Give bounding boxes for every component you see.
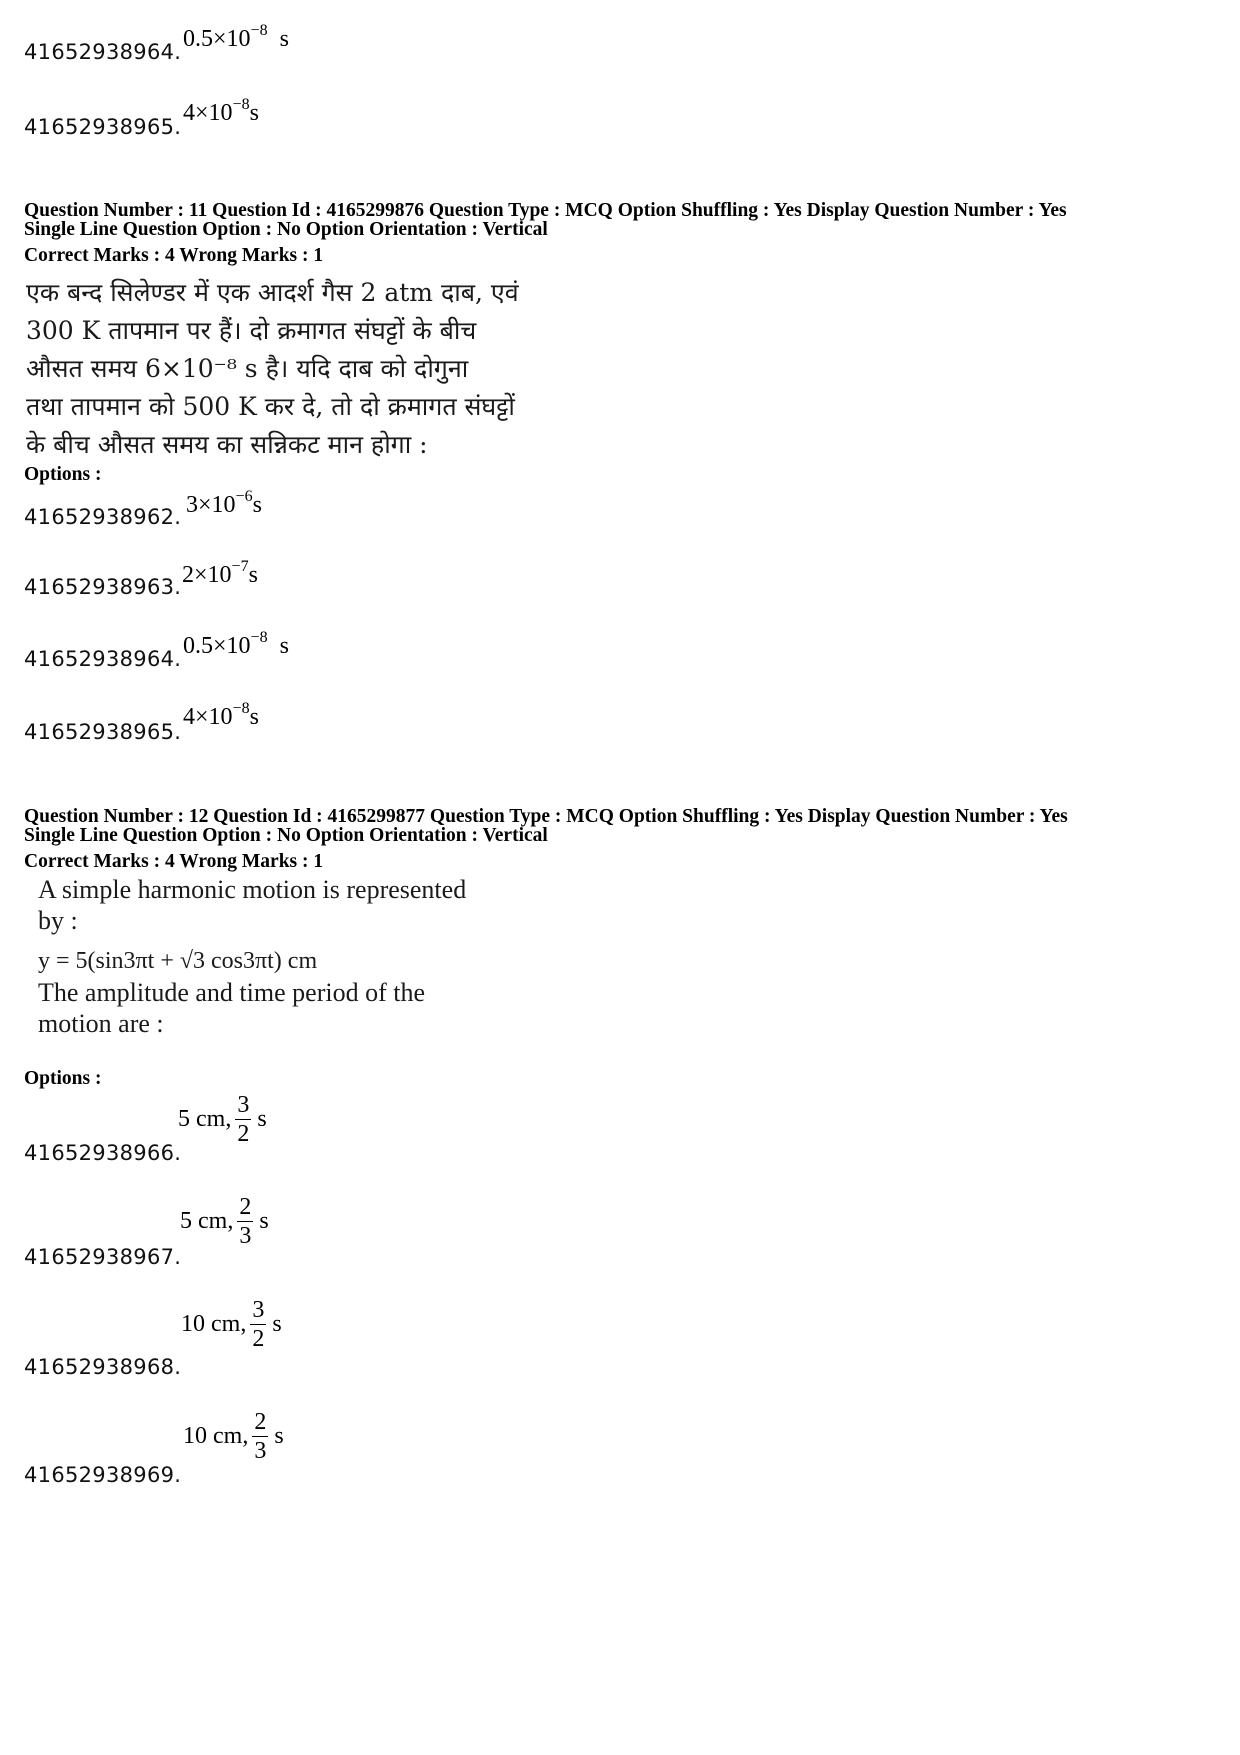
option-value: $4\times 10^{-8}s$	[183, 700, 259, 730]
marks-line: Correct Marks : 4 Wrong Marks : 1	[24, 851, 324, 872]
option-id: 41652938962.	[24, 505, 182, 529]
question-text-line: motion are :	[38, 1009, 164, 1038]
option-id: 41652938964.	[24, 40, 182, 64]
option-value: 5 cm, $\frac{3}{2}$ s	[178, 1092, 267, 1147]
option-value: $2\times 10^{-7}s$	[182, 558, 258, 588]
option-id: 41652938966.	[24, 1141, 182, 1165]
option-id: 41652938964.	[24, 647, 182, 671]
question-text-line: The amplitude and time period of the	[38, 978, 425, 1007]
question-options-meta: Single Line Question Option : No Option Orientation : Vertical	[24, 219, 548, 240]
question-text-line: के बीच औसत समय का सन्निकट मान होगा :	[26, 430, 428, 459]
option-id: 41652938967.	[24, 1245, 182, 1269]
option-value: $0.5\times 10^{-8}$ s	[183, 22, 289, 52]
options-label: Options :	[24, 464, 102, 485]
fraction: $\frac{2}{3}$	[254, 1409, 267, 1464]
option-id: 41652938968.	[24, 1355, 182, 1379]
option-value: 10 cm, $\frac{3}{2}$ s	[181, 1297, 282, 1352]
question-text-line: A simple harmonic motion is represented	[38, 875, 467, 904]
option-id: 41652938965.	[24, 115, 182, 139]
fraction: $\frac{3}{2}$	[237, 1092, 250, 1147]
question-meta: Question Number : 11 Question Id : 4165299876 Question Type : MCQ Option Shuffling : Yes Display Question Number : Yes	[24, 200, 1067, 221]
question-text-line: तथा तापमान को 500 K कर दे, तो दो क्रमागत संघट्टों	[26, 392, 515, 421]
option-id: 41652938969.	[24, 1463, 182, 1487]
question-text	[38, 874, 466, 1039]
question-text	[26, 274, 519, 464]
option-value: 10 cm, $\frac{2}{3}$ s	[183, 1409, 284, 1464]
option-value: $0.5\times 10^{-8}$ s	[183, 629, 289, 659]
fraction: $\frac{3}{2}$	[252, 1297, 265, 1352]
question-meta: Question Number : 12 Question Id : 4165299877 Question Type : MCQ Option Shuffling : Yes Display Question Number : Yes	[24, 806, 1068, 827]
question-text-line: औसत समय 6×10⁻⁸ s है। यदि दाब को दोगुना	[26, 354, 469, 383]
option-value: $3\times 10^{-6}s$	[186, 488, 262, 518]
question-text-line: by :	[38, 906, 78, 935]
question-equation: y = 5(sin3πt + √3 cos3πt) cm	[38, 948, 318, 974]
question-text-line: एक बन्द सिलेण्डर में एक आदर्श गैस 2 atm दाब, एवं	[26, 278, 519, 307]
option-value: $4\times 10^{-8}s$	[183, 96, 259, 126]
option-id: 41652938963.	[24, 575, 182, 599]
option-id: 41652938965.	[24, 720, 182, 744]
options-label: Options :	[24, 1068, 102, 1089]
question-text-line: 300 K तापमान पर हैं। दो क्रमागत संघट्टों के बीच	[26, 316, 477, 345]
question-options-meta: Single Line Question Option : No Option Orientation : Vertical	[24, 825, 548, 846]
marks-line: Correct Marks : 4 Wrong Marks : 1	[24, 245, 324, 266]
option-value: 5 cm, $\frac{2}{3}$ s	[180, 1194, 269, 1249]
fraction: $\frac{2}{3}$	[239, 1194, 252, 1249]
